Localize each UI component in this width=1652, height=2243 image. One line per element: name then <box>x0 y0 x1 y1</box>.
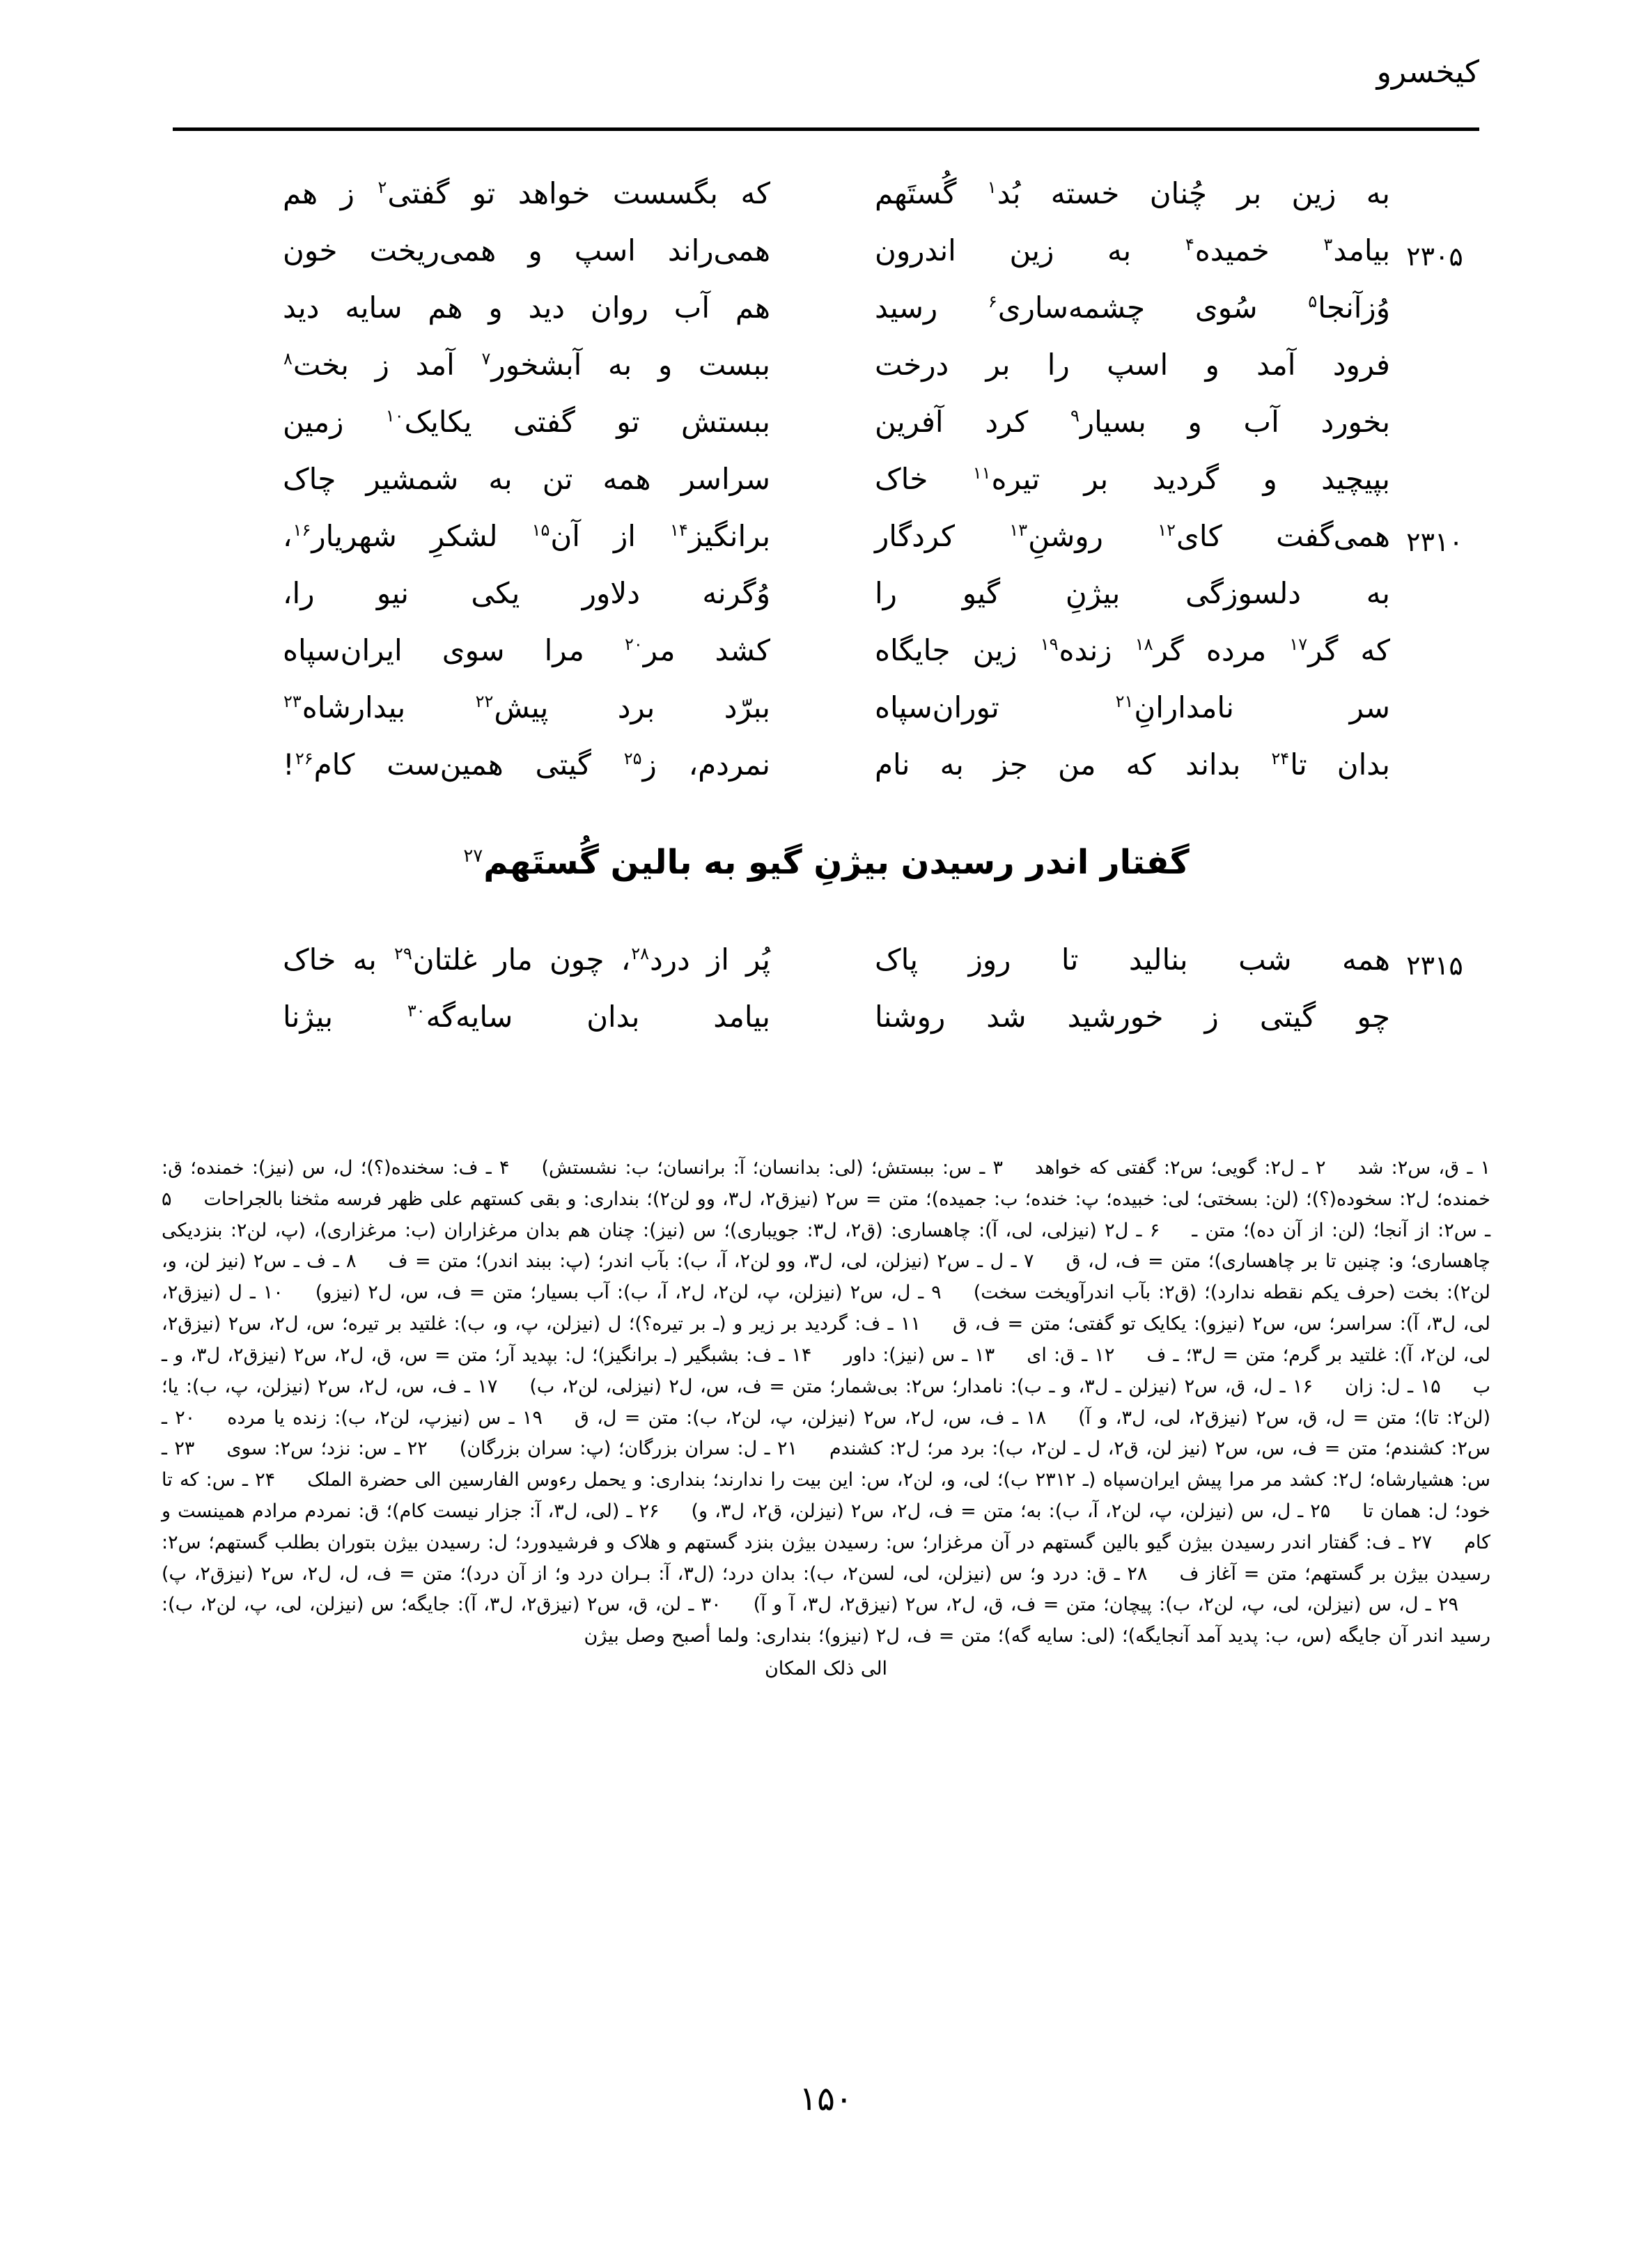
footnote-marker: ۶ <box>988 292 997 311</box>
verse-line-number <box>1390 461 1479 469</box>
verse-line-number <box>1390 632 1479 641</box>
hemistich-first: بدان تا$^{۲۴}$ بداند که من جز به نام <box>875 747 1390 782</box>
hemistich-second: ببرّد برد پیش$^{۲۲}$ بیدارشاه$^{۲۳}$ <box>283 690 770 724</box>
hemistich-first: بیامد$^۳$ خمیده$^۴$ به زین اندرون <box>875 233 1391 267</box>
verse-line-number <box>1390 404 1479 412</box>
apparatus-note: ۱۴ ـ ف: بشبگیر (ـ برانگیز)؛ ل: بپدید آر؛ متن = س، ق، ل۲، س۲ (نیزق۲، ل۳، و ـ ب <box>162 1344 1491 1397</box>
verse-line <box>173 632 1479 690</box>
apparatus-note: ۲۰ ـ س۲: کشندم؛ متن = ف، س، س۲ (نیز لن، ق۲، ل ـ لن۲، ب): برد مر؛ ل۲: کشندم <box>162 1406 1490 1460</box>
apparatus-note: ۷ ـ ل ـ س۲ (نیزلن، لی، ل۳، وو لن۲، آ، ب): بآب اندر؛ (پ: ببند اندر)؛ متن = ف <box>388 1250 1034 1273</box>
verse-line-number <box>1390 747 1479 755</box>
footnote-marker: ۲۴ <box>1271 749 1290 768</box>
verse-line-number: ۲۳۰۵ <box>1406 241 1463 272</box>
apparatus-note: ۱۸ ـ ف، س، ل۲، س۲ (نیزلن، پ، لن۲، ب): متن = ل، ق <box>574 1406 1047 1429</box>
verse-line <box>173 942 1479 999</box>
footnote-marker: ۱۱ <box>972 463 991 483</box>
hemistich-second: وُگرنه دلاور یکی نیو را، <box>283 576 770 610</box>
apparatus-note: ۲۷ ـ ف: گفتار اندر رسیدن بیژن گیو بالین گستهم در آن مرغزار؛ س: رسیدن بیژن بنزد گستهم و هلاک و فرشیدورد؛ ل: رسیدن بیژن بتوران بطلب گستهم؛ س۲: رسیدن بیژن بر گستهم؛ متن = آغاز ف <box>162 1531 1491 1585</box>
footnote-marker: ۹ <box>1070 406 1080 426</box>
hemistich-second: همی‌راند اسپ و همی‌ریخت خون <box>283 233 770 267</box>
footnote-marker: ۱۲ <box>1158 520 1176 540</box>
apparatus-note: ۲۵ ـ ل، س (نیزلن، پ، لن۲، آ، ب): به؛ متن = ف، ل۲، س۲ (نیزلن، ق۲، ل۳، و) <box>691 1500 1331 1522</box>
hemistich-first: همه شب بنالید تا روز پاک <box>875 942 1390 977</box>
apparatus-note: ۳ ـ س: ببستش؛ (لی: بدانسان؛ آ: برانسان؛ ب: نشستش) <box>541 1157 1004 1179</box>
verse-line-number <box>1390 575 1479 584</box>
footnote-marker: ۲۲ <box>475 692 494 711</box>
footnote-marker: ۱۳ <box>1009 520 1028 540</box>
hemistich-first: فرود آمد و اسپ را بر درخت <box>875 348 1390 382</box>
footnote-marker: ۱۴ <box>669 520 688 540</box>
verse-line <box>173 176 1479 233</box>
page-number: ۱۵۰ <box>799 2079 853 2118</box>
apparatus-note: ۱ ـ ق، س۲: شد <box>1357 1157 1491 1179</box>
footnote-marker: ۲۰ <box>624 635 643 654</box>
footnote-marker: ۲ <box>377 178 387 197</box>
hemistich-second: نمردم، ز$^{۲۵}$ گیتی همین‌ست کام$^{۲۶}$! <box>283 747 770 782</box>
footnote-marker: ۱ <box>987 178 997 197</box>
footnote-marker: ۴ <box>1185 235 1194 254</box>
footnote-marker: ۱۸ <box>1135 635 1153 654</box>
verse-line-number <box>1390 290 1479 298</box>
footnote-marker: ۲۸ <box>631 944 650 963</box>
verse-line <box>173 347 1479 404</box>
hemistich-first: سر نامدارانِ$^{۲۱}$ توران‌سپاه <box>875 690 1390 724</box>
footnote-marker: ۸ <box>283 349 293 368</box>
hemistich-first: چو گیتی ز خورشید شد روشنا <box>875 1000 1390 1034</box>
apparatus-note: ۲۲ ـ س: نزد؛ س۲: سوی <box>226 1438 428 1460</box>
footnote-marker: ۱۶ <box>293 520 311 540</box>
verse-line <box>173 575 1479 632</box>
apparatus-note: ۲۱ ـ ل: سران بزرگان؛ (پ: سران بزرگان) <box>459 1438 797 1460</box>
header-rule <box>173 127 1479 131</box>
apparatus-note: ۲۴ ـ س: که تا خود؛ ل: همان تا <box>162 1469 1490 1522</box>
apparatus-note: ۴ ـ ف: سخنده(؟)؛ ل، س (نیز): خمنده؛ ق: خمنده؛ ل۲: سخوده(؟)؛ (لن: بسختی؛ لی: خبیده؛ پ: خنده؛ ب: جمیده)؛ متن = س۲ (نیزق۲، ل۳، وو لن۲)؛ بنداری: و بقی کستهم علی ظهر فرسه مثخنا بالجراحات <box>162 1157 1490 1210</box>
apparatus-note: ۲۶ ـ (لی، ل۳، آ: جزار نیست کام)؛ ق: نمردم مرادم همینست و کام <box>162 1500 1490 1553</box>
verse-line <box>173 233 1479 290</box>
apparatus-note: ۱۳ ـ س (نیز): داور <box>843 1344 995 1366</box>
hemistich-first: بخورد آب و بسیار$^۹$ کرد آفرین <box>875 405 1391 439</box>
apparatus-note: ۱۶ ـ ل، ق، س۲ (نیزلن ـ ل۳، و ـ ب): نامدار؛ س۲: بی‌شمار؛ متن = ف، س، ل۲ (نیزلی، لن۲، ب) <box>529 1375 1314 1397</box>
footnote-marker: ۱۷ <box>1289 635 1308 654</box>
verse-line <box>173 690 1479 747</box>
footnote-marker: ۲۳ <box>283 692 302 711</box>
verse-line <box>173 747 1479 804</box>
apparatus-note: ۳۰ ـ لن، ق، س۲ (نیزق۲، ل۳، آ): جایگه؛ س (نیزلن، لی، پ، لن۲، ب): رسید اندر آن جایگه (س، ب: پدید آمد آنجایگه)؛ (لی: سایه گه)؛ متن = ف، ل۲ (نیزو)؛ بنداری: ولما أصبح وصل بیژن <box>162 1594 1490 1647</box>
verse-block-bottom <box>173 942 1479 1056</box>
verse-line-number <box>1390 347 1479 355</box>
footnote-marker: ۲۵ <box>623 749 642 768</box>
verse-line-number <box>1390 999 1479 1007</box>
apparatus-note: ۱۵ ـ ل: زان <box>1345 1375 1441 1397</box>
section-heading <box>173 843 1479 882</box>
apparatus-note: ۱۷ ـ ف، س، ل۲، س۲ (نیزلن، پ، ب): یا؛ (لن۲: تا)؛ متن = ل، ق، س۲ (نیزق۲، لی، ل۳، و آ) <box>162 1375 1490 1429</box>
apparatus-note: ۱۹ ـ س (نیزپ، لن۲، ب): زنده یا مرده <box>227 1406 543 1429</box>
verse-line-number <box>1390 176 1479 184</box>
apparatus-note: ۲۸ ـ ق: درد و؛ س (نیزلن، لی، لسن۲، ب): بدان درد؛ (ل۳، آ: بـران درد و؛ از آن درد)؛ متن = ف، ل، ل۲، س۲ (نیزق۲، پ) <box>162 1562 1148 1585</box>
hemistich-second: پُر از درد$^{۲۸}$، چون مار غلتان$^{۲۹}$ به خاک <box>283 942 770 977</box>
apparatus-note: ۲ ـ ل۲: گویی؛ س۲: گفتی که خواهد <box>1035 1157 1326 1179</box>
footnote-marker: ۵ <box>1308 292 1318 311</box>
footnote-marker: ۷ <box>481 349 491 368</box>
verse-line <box>173 404 1479 461</box>
footnote-marker: ۱۰ <box>385 406 404 426</box>
footnote-marker: ۲۱ <box>1115 692 1134 711</box>
footnote-marker: ۳۰ <box>407 1001 426 1020</box>
verse-line-number: ۲۳۱۰ <box>1406 527 1463 557</box>
hemistich-second: برانگیز$^{۱۴}$ از آن$^{۱۵}$ لشکرِ شهریار$^{۱۶}$، <box>283 519 771 553</box>
hemistich-first: وُزآنجا$^۵$ سُوی چشمه‌ساری$^۶$ رسید <box>875 290 1390 325</box>
apparatus-tail-line: الی ذلک المکان <box>764 1658 888 1679</box>
footnote-marker: ۱۹ <box>1040 635 1059 654</box>
running-header <box>173 54 1479 90</box>
footnote-marker: ۱۵ <box>531 520 550 540</box>
critical-apparatus <box>162 1153 1490 1685</box>
footnote-marker: ۳ <box>1323 235 1333 254</box>
verse-line <box>173 461 1479 518</box>
verse-line <box>173 290 1479 347</box>
hemistich-second: که بگسست خواهد تو گفتی$^۲$ ز هم <box>283 176 771 210</box>
hemistich-second: هم آب روان دید و هم سایه دید <box>283 290 770 325</box>
verse-line <box>173 518 1479 575</box>
apparatus-note: ۱۲ ـ ق: ای <box>1027 1344 1115 1366</box>
apparatus-note: ۸ ـ ف ـ س۲ (نیز لن، و، لن۲): بخت (حرف یکم نقطه ندارد)؛ (ق۲: بآب اندرآویخت سخت) <box>162 1250 1490 1304</box>
footnote-marker: ۲۶ <box>295 749 313 768</box>
section-heading-footnote-marker: ۲۷ <box>463 846 483 867</box>
apparatus-note: ۱۰ ـ ل (نیزق۲، لی، ل۳، آ): سراسر؛ س، س۲ (نیزو): یکایک تو گفتی؛ متن = ف، ق <box>162 1282 1491 1335</box>
apparatus-note: ۹ ـ ل، س۲ (نیزلن، پ، لن۲، ل۲، آ، ب): آب بسیار؛ متن = ف، س، ل۲ (نیزو) <box>315 1282 942 1304</box>
hemistich-first: به زین بر چُنان خسته بُد$^۱$ گُستَهم <box>875 176 1390 210</box>
apparatus-note: ۲۹ ـ ل، س (نیزلن، لی، پ، لن۲، ب): پیچان؛ متن = ف، ق، ل۲، س۲ (نیزق۲، ل۳، آ و آ) <box>753 1594 1459 1616</box>
verse-line <box>173 999 1479 1056</box>
hemistich-first: بپیچید و گردید بر تیره$^{۱۱}$ خاک <box>875 462 1390 496</box>
hemistich-first: همی‌گفت کای$^{۱۲}$ روشنِ$^{۱۳}$ کردگار <box>875 519 1391 553</box>
apparatus-note: ۶ ـ ل۲ (نیزلی، لی، آ): چاهساری: (ق۲، ل۳: جویباری)؛ س (نیز): چنان هم بدان مرغزاران (ب: مرغزاری)، (پ، لن۲: بنزدیکی چاهساری؛ و: چنین تا بر چاهساری)؛ متن = ف، ل، ق <box>162 1219 1490 1273</box>
hemistich-second: ببستش تو گفتی یکایک$^{۱۰}$ زمین <box>283 405 770 439</box>
verse-line-number: ۲۳۱۵ <box>1406 950 1463 981</box>
apparatus-note: ۵ ـ س۲: از آنجا؛ (لن: از آن ده)؛ متن ـ <box>162 1188 1490 1241</box>
running-header-title: کیخسرو <box>1376 54 1479 90</box>
hemistich-first: به دلسوزگی بیژنِ گیو را <box>875 576 1390 610</box>
hemistich-second: ببست و به آبشخور$^۷$ آمد ز بخت$^۸$ <box>283 348 770 382</box>
hemistich-second: سراسر همه تن به شمشیر چاک <box>283 462 770 496</box>
apparatus-note: ۲۳ ـ س: هشیارشاه؛ ل۲: کشد مر مرا پیش ایران‌سپاه (ـ ۲۳۱۲ ب)؛ لی، و، لن۲، س: این بیت را ندارند؛ بنداری: و یحمل رءوس الفارسین الی حضرة الملک <box>162 1438 1491 1491</box>
footnote-marker: ۲۹ <box>394 944 412 963</box>
hemistich-second: کشد مر$^{۲۰}$ مرا سوی ایران‌سپاه <box>283 633 770 667</box>
hemistich-second: بیامد بدان سایه‌گه$^{۳۰}$ بیژنا <box>283 1000 770 1034</box>
verse-block-top <box>173 176 1479 804</box>
verse-line-number <box>1390 690 1479 698</box>
apparatus-note: ۱۱ ـ ف: گردید بر زیر و (ـ بر تیره؟)؛ ل (نیزلن، پ، و، ب): غلتید بر تیره؛ س، ل۲، س۲ (نیزق۲، لی، لن۲، آ): غلتید بر گرم؛ متن = ل۳؛ ـ ف <box>162 1313 1490 1366</box>
section-heading-text: گفتار اندر رسیدن بیژنِ گیو به بالین گُستَهم <box>483 843 1190 882</box>
hemistich-first: که گر$^{۱۷}$ مرده گر$^{۱۸}$ زنده$^{۱۹}$ زین جایگاه <box>875 633 1391 667</box>
